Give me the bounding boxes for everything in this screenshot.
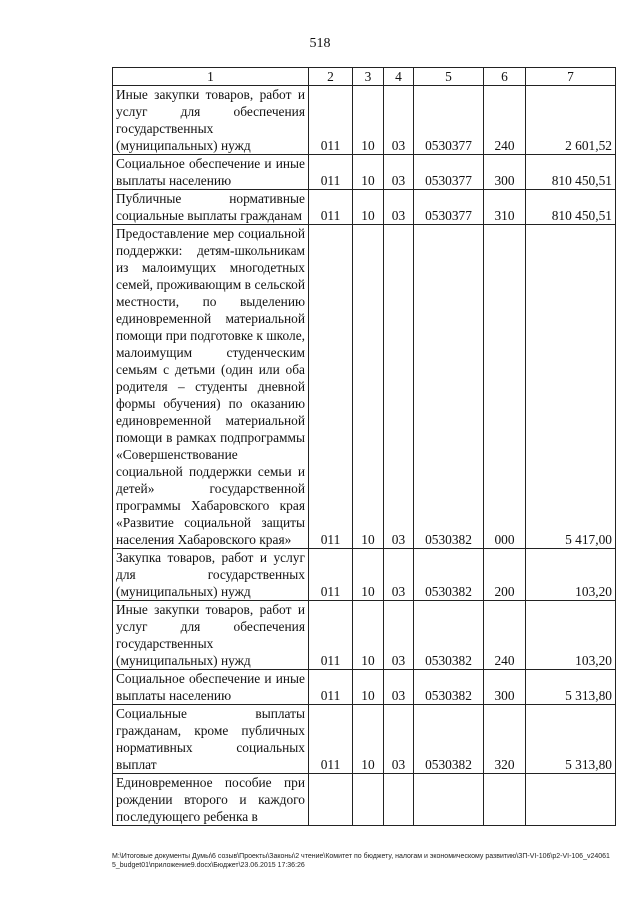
- header-cell-1: 1: [113, 68, 309, 86]
- row-ministry-code: 011: [309, 670, 353, 705]
- file-path-footer: M:\Итоговые документы Думы\6 созыв\Проекты\Законы\2 чтение\Комитет по бюджету, налогам и экономическому развитию\ЗП-VI-106\р2-VI-106_v240615_budget01\приложение9.docx\Бюджет\23.06.2015 17:36:26: [112, 853, 610, 869]
- row-subsection-code: 03: [384, 86, 414, 155]
- header-cell-3: 3: [353, 68, 384, 86]
- row-amount: 810 450,51: [526, 190, 616, 225]
- row-target-code: [414, 774, 484, 826]
- row-description: Иные закупки товаров, работ и услуг для обеспечения государственных (муниципальных) нужд: [113, 601, 309, 670]
- budget-table: [112, 67, 616, 826]
- page-number: 518: [309, 36, 331, 51]
- row-description: Единовременное пособие при рождении второго и каждого последующего ребенка в: [113, 774, 309, 826]
- row-section-code: [353, 774, 384, 826]
- row-expense-type-code: 240: [484, 601, 526, 670]
- table-row: [113, 225, 616, 549]
- row-ministry-code: 011: [309, 549, 353, 601]
- row-ministry-code: 011: [309, 225, 353, 549]
- row-section-code: 10: [353, 670, 384, 705]
- row-subsection-code: 03: [384, 190, 414, 225]
- row-ministry-code: 011: [309, 190, 353, 225]
- row-ministry-code: [309, 774, 353, 826]
- row-target-code: 0530377: [414, 86, 484, 155]
- row-expense-type-code: 320: [484, 705, 526, 774]
- header-row: [113, 68, 616, 86]
- table-row: [113, 86, 616, 155]
- row-amount: [526, 774, 616, 826]
- row-section-code: 10: [353, 549, 384, 601]
- header-cell-7: 7: [526, 68, 616, 86]
- row-target-code: 0530377: [414, 155, 484, 190]
- header-cell-4: 4: [384, 68, 414, 86]
- row-expense-type-code: 300: [484, 670, 526, 705]
- header-cell-6: 6: [484, 68, 526, 86]
- row-description: Публичные нормативные социальные выплаты гражданам: [113, 190, 309, 225]
- row-description: Предоставление мер социальной поддержки: детям-школьникам из малоимущих многодетных семей, проживающим в сельской местности, по выделению единовременной материальной помощи при подготовке к школе, малоимущим студенческим семьям с детьми (один или оба родителя – студенты дневной формы обучения) по оказанию единовременной материальной помощи в рамках подпрограммы «Совершенствование социальной поддержки семьи и детей» государственной программы Хабаровского края «Развитие социальной защиты населения Хабаровского края»: [113, 225, 309, 549]
- row-amount: 103,20: [526, 601, 616, 670]
- row-section-code: 10: [353, 225, 384, 549]
- header-cell-5: 5: [414, 68, 484, 86]
- row-amount: 810 450,51: [526, 155, 616, 190]
- row-section-code: 10: [353, 601, 384, 670]
- row-section-code: 10: [353, 705, 384, 774]
- row-expense-type-code: [484, 774, 526, 826]
- row-description: Закупка товаров, работ и услуг для государственных (муниципальных) нужд: [113, 549, 309, 601]
- table-row: [113, 155, 616, 190]
- row-subsection-code: [384, 774, 414, 826]
- row-target-code: 0530382: [414, 601, 484, 670]
- row-amount: 5 313,80: [526, 670, 616, 705]
- row-subsection-code: 03: [384, 601, 414, 670]
- row-amount: 5 313,80: [526, 705, 616, 774]
- row-description: Социальные выплаты гражданам, кроме публичных нормативных социальных выплат: [113, 705, 309, 774]
- row-description: Социальное обеспечение и иные выплаты населению: [113, 155, 309, 190]
- row-ministry-code: 011: [309, 86, 353, 155]
- row-section-code: 10: [353, 155, 384, 190]
- row-ministry-code: 011: [309, 601, 353, 670]
- row-amount: 2 601,52: [526, 86, 616, 155]
- row-expense-type-code: 310: [484, 190, 526, 225]
- row-target-code: 0530377: [414, 190, 484, 225]
- row-subsection-code: 03: [384, 549, 414, 601]
- table-row: [113, 190, 616, 225]
- header-cell-2: 2: [309, 68, 353, 86]
- row-expense-type-code: 200: [484, 549, 526, 601]
- table-row: [113, 601, 616, 670]
- row-target-code: 0530382: [414, 549, 484, 601]
- row-section-code: 10: [353, 86, 384, 155]
- row-ministry-code: 011: [309, 705, 353, 774]
- row-amount: 5 417,00: [526, 225, 616, 549]
- row-amount: 103,20: [526, 549, 616, 601]
- table-row: [113, 670, 616, 705]
- table-row: [113, 774, 616, 826]
- row-subsection-code: 03: [384, 155, 414, 190]
- table-row: [113, 549, 616, 601]
- row-description: Социальное обеспечение и иные выплаты населению: [113, 670, 309, 705]
- row-subsection-code: 03: [384, 225, 414, 549]
- row-expense-type-code: 000: [484, 225, 526, 549]
- row-target-code: 0530382: [414, 225, 484, 549]
- row-expense-type-code: 300: [484, 155, 526, 190]
- row-ministry-code: 011: [309, 155, 353, 190]
- table-row: [113, 705, 616, 774]
- row-subsection-code: 03: [384, 705, 414, 774]
- row-expense-type-code: 240: [484, 86, 526, 155]
- row-subsection-code: 03: [384, 670, 414, 705]
- row-section-code: 10: [353, 190, 384, 225]
- row-target-code: 0530382: [414, 705, 484, 774]
- row-description: Иные закупки товаров, работ и услуг для обеспечения государственных (муниципальных) нужд: [113, 86, 309, 155]
- row-target-code: 0530382: [414, 670, 484, 705]
